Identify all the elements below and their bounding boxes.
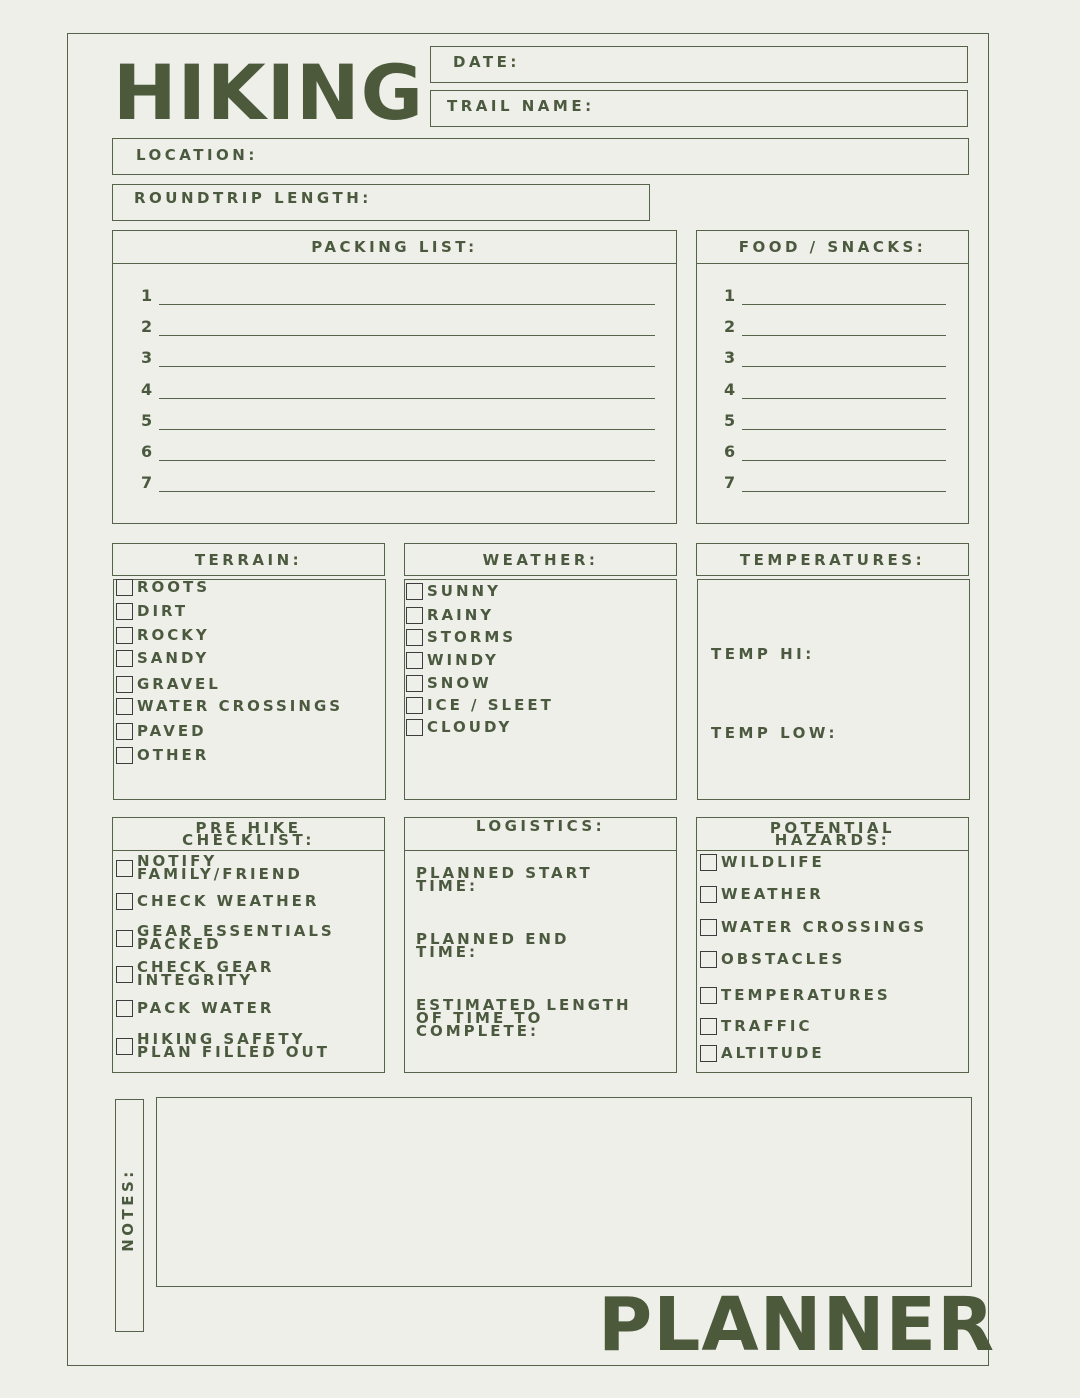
prehike-item-label: PACK WATER bbox=[137, 999, 275, 1017]
weather-checkbox[interactable] bbox=[406, 607, 423, 624]
hazard-item-label: WEATHER bbox=[721, 885, 824, 903]
weather-item-label: WINDY bbox=[427, 651, 499, 669]
weather-item[interactable] bbox=[406, 629, 516, 646]
weather-checkbox[interactable] bbox=[406, 719, 423, 736]
packing-row-number: 1 bbox=[141, 286, 153, 305]
hazard-checkbox[interactable] bbox=[700, 987, 717, 1004]
packing-row-number: 6 bbox=[141, 442, 153, 461]
prehike-item[interactable] bbox=[116, 1000, 274, 1017]
packing-row-line[interactable] bbox=[159, 490, 655, 492]
weather-item[interactable] bbox=[406, 652, 499, 669]
hazard-item[interactable] bbox=[700, 886, 824, 903]
weather-checkbox[interactable] bbox=[406, 675, 423, 692]
temperatures-header: TEMPERATURES: bbox=[696, 543, 969, 576]
packing-row bbox=[141, 473, 655, 492]
food-row bbox=[724, 348, 946, 367]
terrain-item[interactable] bbox=[116, 603, 188, 620]
packing-row bbox=[141, 286, 655, 305]
terrain-item[interactable] bbox=[116, 723, 207, 740]
packing-row-number: 4 bbox=[141, 380, 153, 399]
terrain-item[interactable] bbox=[116, 650, 209, 667]
prehike-checkbox[interactable] bbox=[116, 893, 133, 910]
hazard-checkbox[interactable] bbox=[700, 951, 717, 968]
packing-row bbox=[141, 411, 655, 430]
food-row-number: 3 bbox=[724, 348, 736, 367]
weather-checkbox[interactable] bbox=[406, 652, 423, 669]
location-label: LOCATION: bbox=[136, 146, 258, 164]
packing-row-number: 5 bbox=[141, 411, 153, 430]
packing-list-header: PACKING LIST: bbox=[112, 230, 677, 264]
terrain-checkbox[interactable] bbox=[116, 650, 133, 667]
temp-low-label: TEMP LOW: bbox=[711, 724, 838, 742]
hazard-checkbox[interactable] bbox=[700, 1018, 717, 1035]
hazard-checkbox[interactable] bbox=[700, 886, 717, 903]
hazard-item-label: TEMPERATURES bbox=[721, 986, 891, 1004]
packing-row-number: 7 bbox=[141, 473, 153, 492]
terrain-item[interactable] bbox=[116, 747, 209, 764]
prehike-checkbox[interactable] bbox=[116, 930, 133, 947]
terrain-item[interactable] bbox=[116, 676, 221, 693]
prehike-checkbox[interactable] bbox=[116, 1000, 133, 1017]
weather-item-label: STORMS bbox=[427, 628, 517, 646]
packing-row-number: 3 bbox=[141, 348, 153, 367]
title-hiking: HIKING bbox=[113, 48, 425, 137]
packing-row bbox=[141, 317, 655, 336]
packing-row-line[interactable] bbox=[159, 365, 655, 367]
temp-hi-label: TEMP HI: bbox=[711, 645, 815, 663]
terrain-item-label: SANDY bbox=[137, 649, 210, 667]
food-row-line[interactable] bbox=[742, 490, 946, 492]
hazard-item-label: TRAFFIC bbox=[721, 1017, 813, 1035]
terrain-item[interactable] bbox=[116, 627, 210, 644]
hazard-item-label: WILDLIFE bbox=[721, 853, 825, 871]
notes-area[interactable] bbox=[156, 1097, 972, 1287]
terrain-item-label: ROOTS bbox=[137, 578, 211, 596]
food-row bbox=[724, 380, 946, 399]
prehike-item-label: CHECK WEATHER bbox=[137, 892, 320, 910]
packing-row bbox=[141, 442, 655, 461]
terrain-item-label: OTHER bbox=[137, 746, 210, 764]
food-snacks-header: FOOD / SNACKS: bbox=[696, 230, 969, 264]
terrain-checkbox[interactable] bbox=[116, 698, 133, 715]
terrain-item[interactable] bbox=[116, 579, 210, 596]
terrain-checkbox[interactable] bbox=[116, 676, 133, 693]
prehike-checkbox[interactable] bbox=[116, 1038, 133, 1055]
logistics-item: PLANNED START TIME: bbox=[416, 864, 593, 895]
terrain-item-label: ROCKY bbox=[137, 626, 210, 644]
food-row-number: 6 bbox=[724, 442, 736, 461]
terrain-checkbox[interactable] bbox=[116, 627, 133, 644]
terrain-checkbox[interactable] bbox=[116, 579, 133, 596]
prehike-checkbox[interactable] bbox=[116, 860, 133, 877]
weather-item[interactable] bbox=[406, 719, 512, 736]
terrain-item-label: WATER CROSSINGS bbox=[137, 697, 344, 715]
packing-row bbox=[141, 348, 655, 367]
weather-checkbox[interactable] bbox=[406, 583, 423, 600]
packing-row bbox=[141, 380, 655, 399]
food-row bbox=[724, 442, 946, 461]
food-row-line[interactable] bbox=[742, 334, 946, 336]
weather-item-label: CLOUDY bbox=[427, 718, 513, 736]
food-row-line[interactable] bbox=[742, 303, 946, 305]
notes-label: NOTES: bbox=[119, 1168, 137, 1252]
weather-item[interactable] bbox=[406, 697, 554, 714]
hazard-checkbox[interactable] bbox=[700, 854, 717, 871]
food-row-number: 2 bbox=[724, 317, 736, 336]
food-row bbox=[724, 411, 946, 430]
packing-row-line[interactable] bbox=[159, 459, 655, 461]
packing-row-line[interactable] bbox=[159, 428, 655, 430]
terrain-header: TERRAIN: bbox=[112, 543, 385, 576]
weather-item-label: SUNNY bbox=[427, 582, 501, 600]
food-row-number: 5 bbox=[724, 411, 736, 430]
temperatures-body bbox=[697, 579, 970, 800]
hazard-item-label: OBSTACLES bbox=[721, 950, 846, 968]
food-row-line[interactable] bbox=[742, 365, 946, 367]
date-label: DATE: bbox=[453, 53, 520, 71]
hazard-item[interactable] bbox=[700, 987, 891, 1004]
terrain-checkbox[interactable] bbox=[116, 603, 133, 620]
weather-header: WEATHER: bbox=[404, 543, 677, 576]
packing-row-line[interactable] bbox=[159, 397, 655, 399]
food-row-number: 4 bbox=[724, 380, 736, 399]
food-row bbox=[724, 286, 946, 305]
weather-item[interactable] bbox=[406, 675, 492, 692]
hazard-item-label: WATER CROSSINGS bbox=[721, 918, 928, 936]
pre-hike-header: PRE HIKE CHECKLIST: bbox=[112, 817, 385, 851]
hazard-item[interactable] bbox=[700, 854, 825, 871]
prehike-item[interactable] bbox=[116, 958, 275, 989]
hazard-item-label: ALTITUDE bbox=[721, 1044, 825, 1062]
prehike-item-label: CHECK GEAR INTEGRITY bbox=[137, 958, 275, 989]
food-row-number: 7 bbox=[724, 473, 736, 492]
prehike-checkbox[interactable] bbox=[116, 966, 133, 983]
packing-row-number: 2 bbox=[141, 317, 153, 336]
trail-name-label: TRAIL NAME: bbox=[447, 97, 595, 115]
terrain-item-label: PAVED bbox=[137, 722, 207, 740]
hazard-item[interactable] bbox=[700, 1018, 812, 1035]
hazard-item[interactable] bbox=[700, 1045, 825, 1062]
hazard-item[interactable] bbox=[700, 951, 845, 968]
terrain-item-label: GRAVEL bbox=[137, 675, 221, 693]
weather-item-label: SNOW bbox=[427, 674, 492, 692]
weather-item-label: ICE / SLEET bbox=[427, 696, 554, 714]
food-row-number: 1 bbox=[724, 286, 736, 305]
weather-item-label: RAINY bbox=[427, 606, 495, 624]
terrain-item-label: DIRT bbox=[137, 602, 189, 620]
food-row bbox=[724, 317, 946, 336]
hazards-header: POTENTIAL HAZARDS: bbox=[696, 817, 969, 851]
logistics-item: PLANNED END TIME: bbox=[416, 930, 570, 961]
terrain-checkbox[interactable] bbox=[116, 723, 133, 740]
food-row-line[interactable] bbox=[742, 459, 946, 461]
weather-checkbox[interactable] bbox=[406, 697, 423, 714]
food-row bbox=[724, 473, 946, 492]
prehike-item-label: HIKING SAFETY PLAN FILLED OUT bbox=[137, 1030, 330, 1061]
prehike-item-label: NOTIFY FAMILY/FRIEND bbox=[137, 852, 303, 883]
hazard-checkbox[interactable] bbox=[700, 1045, 717, 1062]
logistics-item: ESTIMATED LENGTH OF TIME TO COMPLETE: bbox=[416, 996, 632, 1040]
weather-checkbox[interactable] bbox=[406, 629, 423, 646]
packing-row-line[interactable] bbox=[159, 334, 655, 336]
food-row-line[interactable] bbox=[742, 397, 946, 399]
prehike-item[interactable] bbox=[116, 1030, 330, 1061]
terrain-checkbox[interactable] bbox=[116, 747, 133, 764]
roundtrip-label: ROUNDTRIP LENGTH: bbox=[134, 189, 372, 207]
prehike-item[interactable] bbox=[116, 922, 335, 953]
terrain-item[interactable] bbox=[116, 698, 343, 715]
hazard-item[interactable] bbox=[700, 919, 927, 936]
logistics-header: LOGISTICS: bbox=[404, 817, 677, 851]
food-row-line[interactable] bbox=[742, 428, 946, 430]
title-planner: PLANNER bbox=[598, 1282, 996, 1368]
prehike-item-label: GEAR ESSENTIALS PACKED bbox=[137, 922, 335, 953]
hazard-checkbox[interactable] bbox=[700, 919, 717, 936]
prehike-item[interactable] bbox=[116, 852, 303, 883]
prehike-item[interactable] bbox=[116, 893, 319, 910]
weather-item[interactable] bbox=[406, 607, 494, 624]
weather-item[interactable] bbox=[406, 583, 501, 600]
packing-row-line[interactable] bbox=[159, 303, 655, 305]
